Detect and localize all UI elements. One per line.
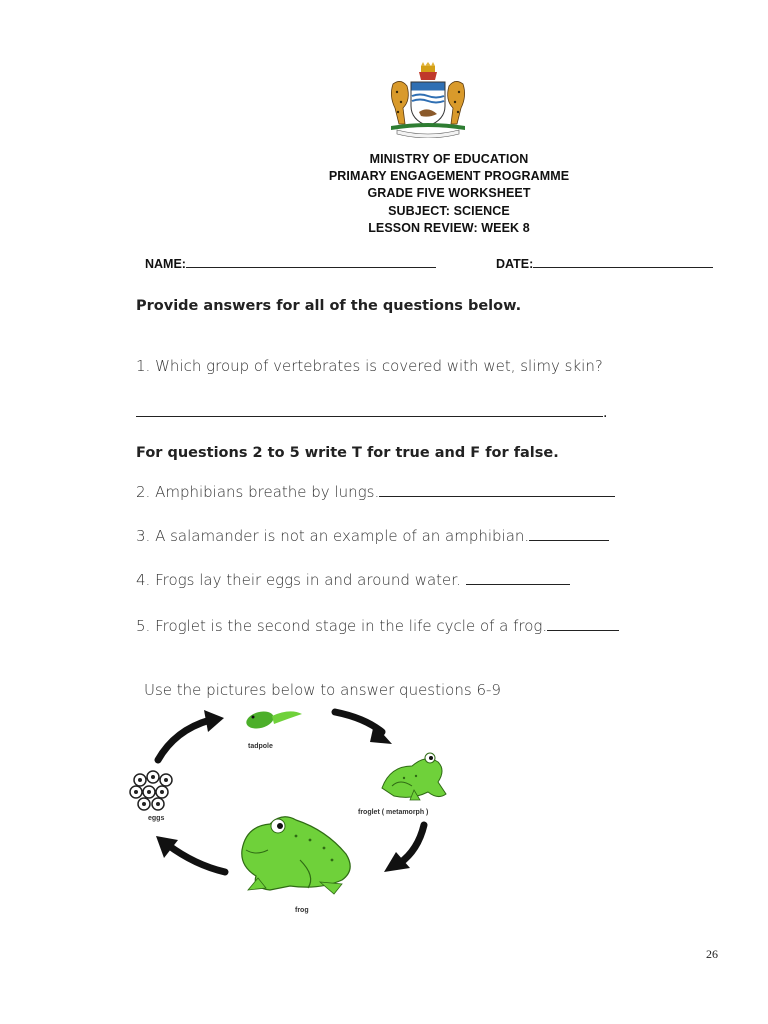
answer-4-blank[interactable] (466, 572, 570, 585)
cycle-arrow-frog-to-eggs (156, 836, 225, 872)
question-4 (136, 571, 570, 589)
date-blank[interactable] (533, 257, 713, 268)
worksheet-title: GRADE FIVE WORKSHEET (367, 186, 531, 201)
question-5-text: 5. Froglet is the second stage in the life cycle of a frog. (136, 617, 548, 635)
eggs-image (130, 771, 172, 810)
tadpole-image (244, 709, 302, 732)
answer-3-blank[interactable] (529, 528, 609, 541)
main-instruction: Provide answers for all of the questions below. (136, 298, 522, 314)
name-label: NAME: (145, 257, 186, 271)
answer-2-blank[interactable] (379, 484, 615, 497)
name-field[interactable] (145, 257, 436, 271)
frog-label: frog (295, 907, 309, 914)
tadpole-label: tadpole (248, 743, 273, 750)
frog-image (242, 817, 350, 894)
question-2 (136, 483, 615, 501)
eggs-label: eggs (148, 815, 165, 822)
true-false-instruction: For questions 2 to 5 write T for true and F for false. (136, 445, 559, 461)
date-label: DATE: (496, 257, 534, 271)
worksheet-header (0, 151, 768, 237)
answer-1-line[interactable]: . (136, 402, 607, 421)
question-3 (136, 527, 609, 545)
question-2-text: 2. Amphibians breathe by lungs. (136, 483, 380, 501)
frog-life-cycle-diagram (120, 700, 480, 930)
subject-title: SUBJECT: SCIENCE (388, 203, 510, 218)
ministry-title: MINISTRY OF EDUCATION (369, 152, 529, 166)
page-number: 26 (706, 947, 718, 961)
froglet-image (382, 753, 446, 800)
question-1: 1. Which group of vertebrates is covered with wet, slimy skin? (136, 357, 603, 375)
question-4-text: 4. Frogs lay their eggs in and around water. (136, 571, 466, 589)
answer-1-blank[interactable] (136, 404, 603, 417)
answer-5-blank[interactable] (547, 618, 619, 631)
lesson-title: LESSON REVIEW: WEEK 8 (368, 220, 530, 235)
date-field[interactable] (496, 257, 713, 271)
cycle-arrow-froglet-to-frog (384, 825, 424, 872)
question-3-text: 3. A salamander is not an example of an amphibian. (136, 527, 530, 545)
cycle-arrow-tadpole-to-froglet (335, 712, 392, 744)
pictures-instruction: Use the pictures below to answer questions 6-9 (144, 681, 501, 699)
question-5 (136, 617, 619, 635)
cycle-arrow-eggs-to-tadpole (158, 710, 224, 760)
programme-title: PRIMARY ENGAGEMENT PROGRAMME (328, 169, 570, 184)
coat-of-arms-logo (383, 62, 473, 138)
name-blank[interactable] (186, 257, 436, 268)
froglet-label: froglet ( metamorph ) (358, 809, 429, 816)
